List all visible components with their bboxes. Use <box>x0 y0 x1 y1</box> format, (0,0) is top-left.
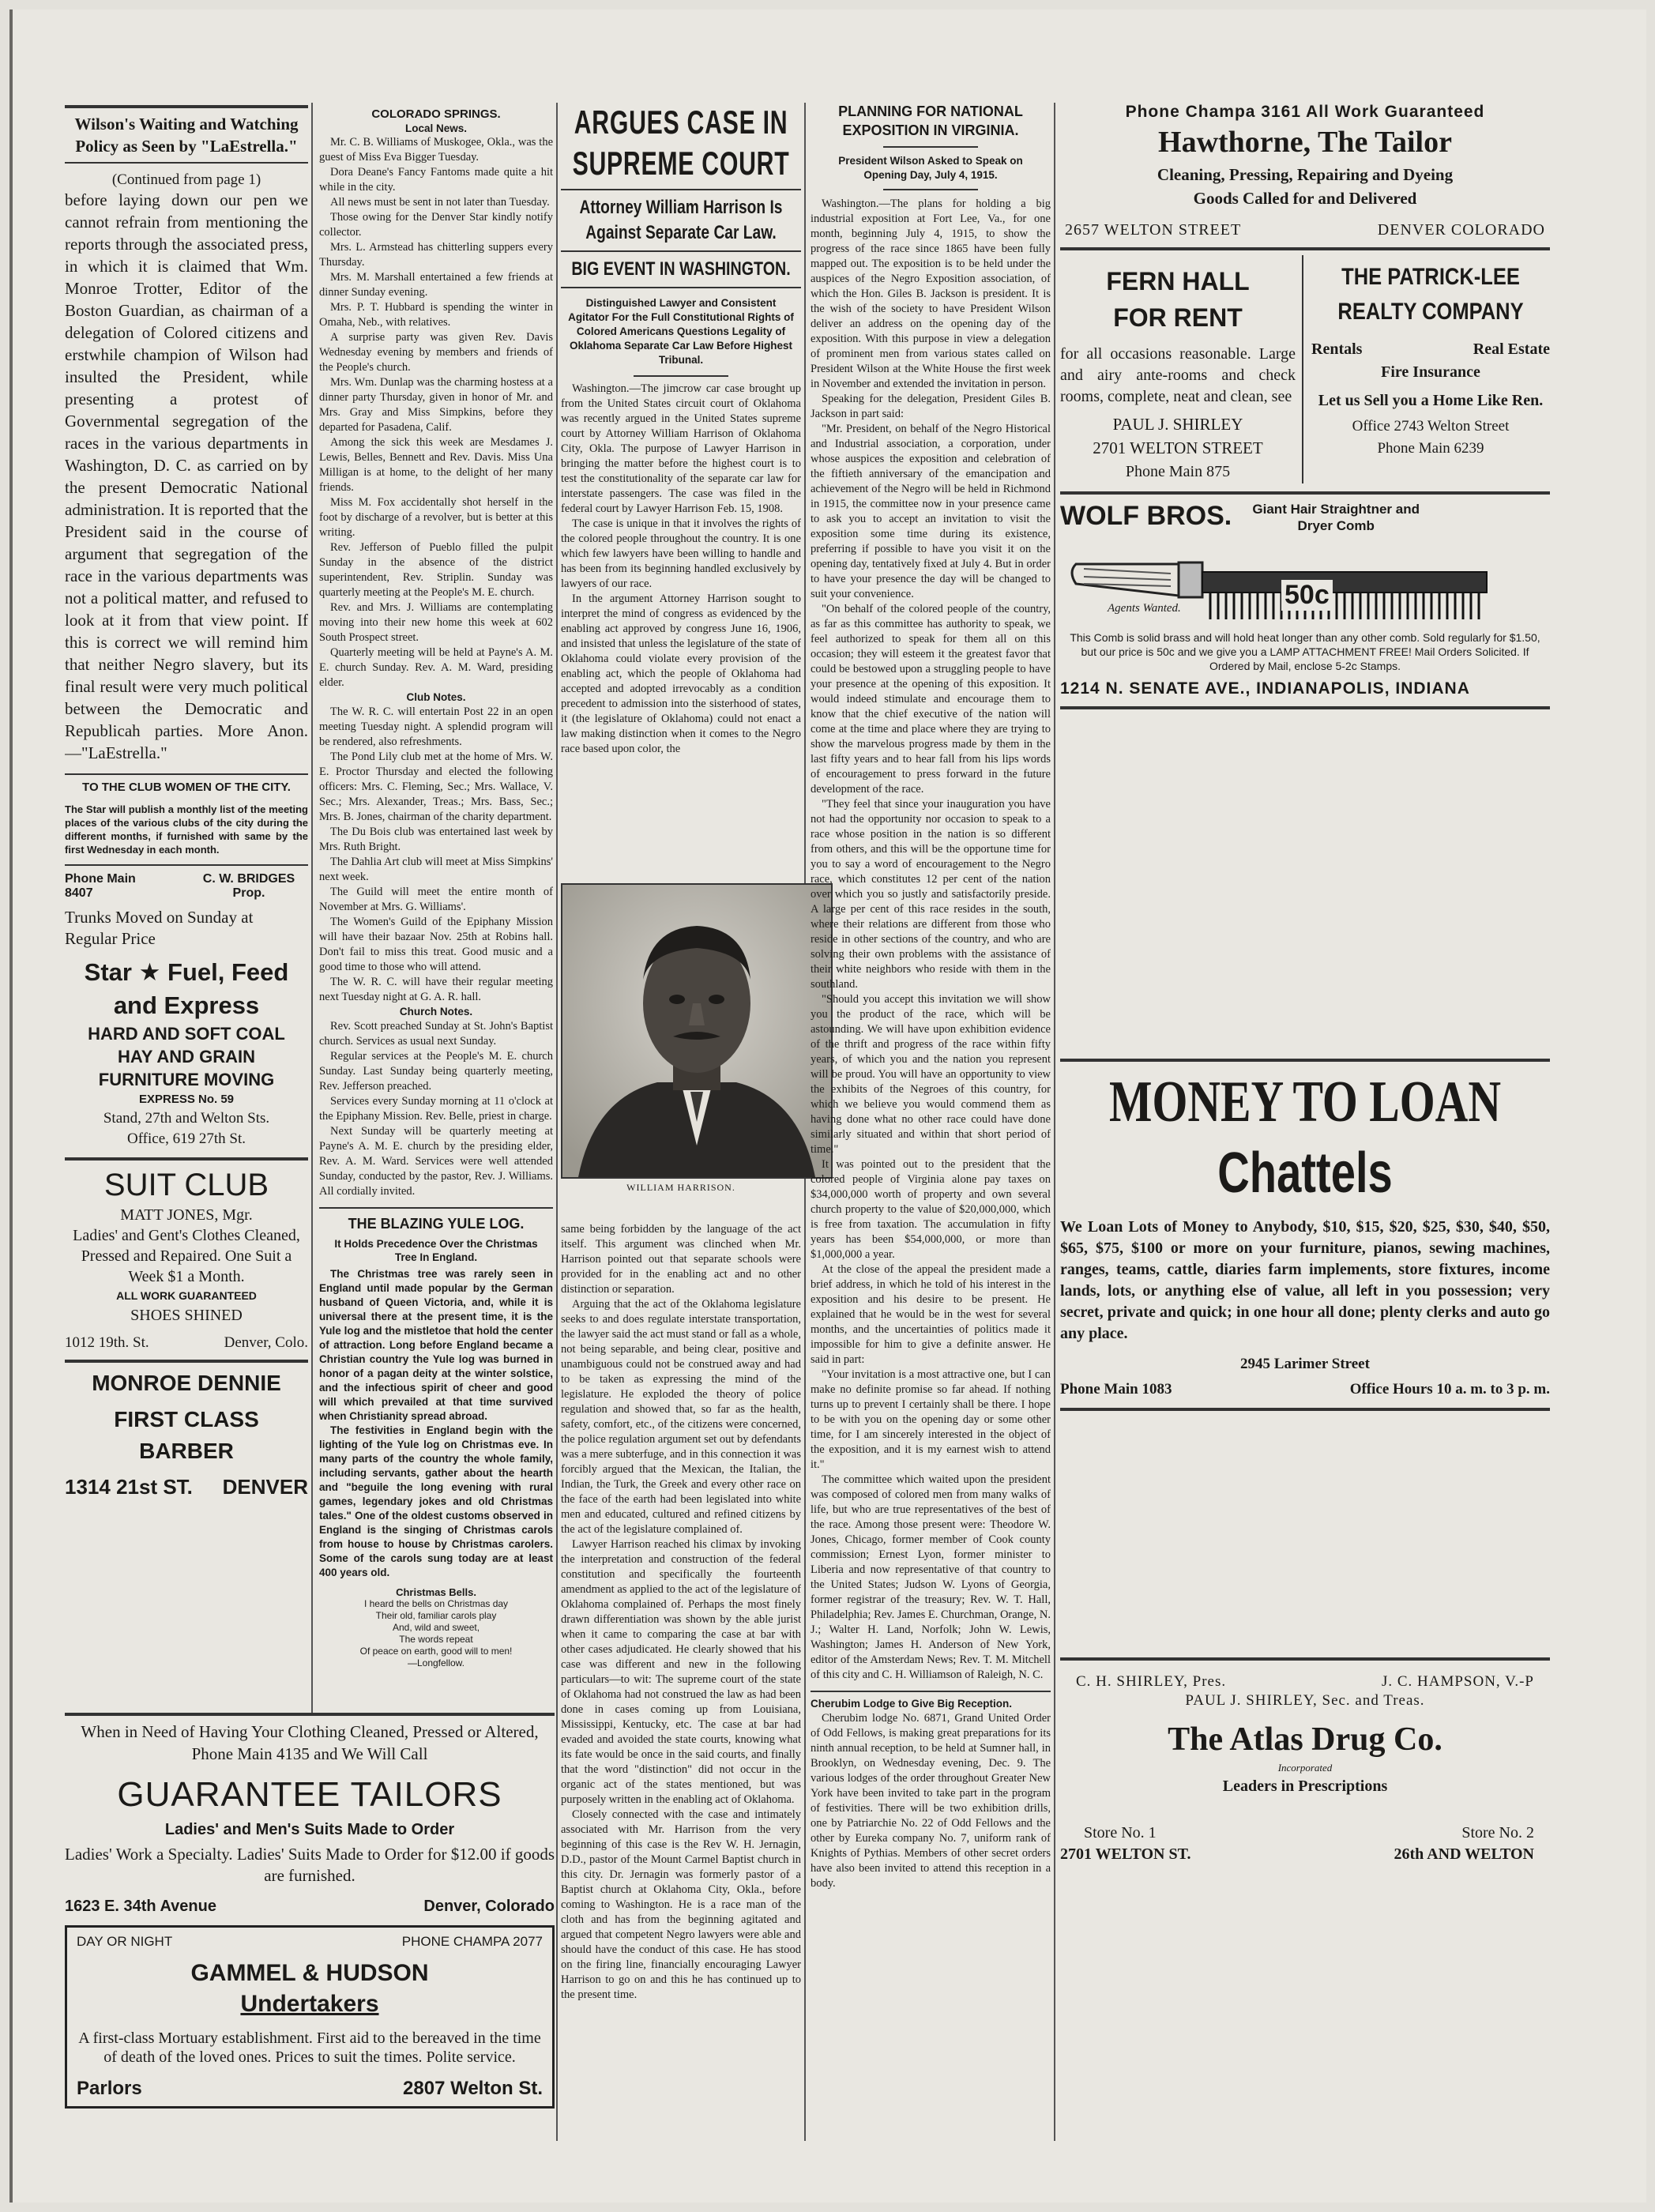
divider <box>65 864 308 866</box>
christmas-bells-poem: I heard the bells on Christmas day Their old, familiar carols play And, wild and sweet, The words repeat Of peace on earth, good will to men! —Longfellow. <box>359 1598 513 1668</box>
news-item: Mrs. L. Armstead has chitterling suppers every Thursday. <box>319 241 553 269</box>
atlas-vice-president: J. C. HAMPSON, V.-P <box>1381 1673 1534 1690</box>
news-item: Mrs. M. Marshall entertained a few friends at dinner Sunday evening. <box>319 271 553 299</box>
divider <box>811 1691 1051 1692</box>
divider <box>1060 1059 1550 1062</box>
hard-soft-coal: HARD AND SOFT COAL <box>88 1024 285 1044</box>
wilson-body: before laying down our pen we cannot refrain from mentioning the reports through the associated press, in which it is claimed that Wm. Monroe Trotter, Editor of the Boston Guardian, as chairman of a delegation of Colored citizens and erstwhile champion of Wilson had insulted the President, while presenting a protest of Governmental segregation of the races in the various departments in Washington, D. C. as carried on by the present Democratic National administration. It is reported that the President said in the course of argument that segregation of the race in the various departments was not a political matter, and refused to look at it from that view point. If this is correct we will remind him that neither Negro slavery, but its final result were very much political between the Democratic and Republicah parties. More Anon.—"LaEstrella." <box>65 190 308 762</box>
patrick-lee-title: THE PATRICK-LEE REALTY COMPANY <box>1337 264 1524 325</box>
harrison-portrait <box>561 883 833 1179</box>
cherubim-body <box>811 1711 1051 1891</box>
hawthorne-phone: Phone Champa 3161 All Work Guaranteed <box>1125 103 1485 121</box>
news-item: The W. R. C. will have their regular meeting next Tuesday night at G. A. R. hall. <box>319 976 553 1003</box>
news-item: Dora Deane's Fancy Fantoms made quite a hit while in the city. <box>319 166 553 194</box>
news-item: Regular services at the People's M. E. church Sunday. Last Sunday being quarterly meeting, Rev. Jefferson preached. <box>319 1050 553 1093</box>
atlas-name: The Atlas Drug Co. <box>1168 1721 1442 1758</box>
suit-club-city: Denver, Colo. <box>224 1334 308 1351</box>
furniture-moving: FURNITURE MOVING <box>98 1070 275 1089</box>
gammel-name: GAMMEL & HUDSON <box>190 1960 429 1986</box>
article-paragraph: Washington.—The plans for holding a big industrial exposition at Fort Lee, Va., for one month, beginning July 4, 1915, to show the progress of the race since 1865 have been fully mapped out. The exposition is to be held under the auspices of the Negro Exposition association, of which the Hon. Giles B. Jackson is president. It is the wish of the society to have President Wilson deliver an address on the opening day of the exposition. With this purpose in view a delegation of prominent men from various states called on President Wilson at the White House the first week in November and extended the invitation in person. <box>811 198 1051 390</box>
news-item: Those owing for the Denver Star kindly notify collector. <box>319 211 553 239</box>
wolf-body: This Comb is solid brass and will hold heat longer than any other comb. Sold regularly for $1.50, but our price is 50c and we give you a LAMP ATTACHMENT FREE! Mail Orders Solicited. If Ordered by Mail, enclose 5-2c Stamps. <box>1070 631 1540 672</box>
wolf-price: 50c <box>1281 580 1333 611</box>
christmas-bells-title: Christmas Bells. <box>396 1586 476 1598</box>
news-item: Mr. C. B. Williams of Muskogee, Okla., was the guest of Miss Eva Bigger Tuesday. <box>319 136 553 164</box>
patrick-fire: Fire Insurance <box>1381 363 1480 381</box>
news-item: Miss M. Fox accidentally shot herself in the foot by discharge of a revolver, but is better at this writing. <box>319 496 553 539</box>
club-women-body: The Star will publish a monthly list of the meeting places of the various clubs of the city during the different months, if furnished with same by the first Wednesday in each month. <box>65 803 308 856</box>
guarantee-tailors-title: GUARANTEE TAILORS <box>117 1775 502 1814</box>
divider <box>634 375 728 377</box>
divider <box>1060 247 1550 250</box>
divider <box>65 1360 308 1363</box>
fern-patrick-row <box>1060 255 1550 483</box>
portrait-image <box>562 885 831 1177</box>
fern-hall-title: FERN HALL FOR RENT <box>1106 267 1250 332</box>
patrick-real-estate: Real Estate <box>1473 340 1550 358</box>
fern-hall-address: 2701 WELTON STREET <box>1093 438 1263 457</box>
harrison-continuation <box>561 1222 801 2139</box>
news-item: Rev. Jefferson of Pueblo filled the pulpit Sunday in the absence of the district superintendent, Rev. Striplin. Sunday was quarterly meeting at the People's M. E. church. <box>319 541 553 599</box>
bridges-phone: Phone Main 8407 <box>65 872 136 900</box>
news-item: Next Sunday will be quarterly meeting at Payne's A. M. E. church by the presiding elder, Rev. A. M. Ward. Services were well attended Sunday, conducted by the pastor, Rev. J. Williams. All cordially invited. <box>319 1125 553 1198</box>
express-number: EXPRESS No. 59 <box>138 1093 235 1106</box>
blank-space <box>1060 714 1550 1054</box>
article-paragraph: In the argument Attorney Harrison sought to interpret the mind of congress as evidenced by the enabling act approved by congress June 16, 1906, and insisted that unless the legislature of the state of Oklahoma could violate every provision of the enabling act, which the people of Oklahoma had accepted and adopted irrevocably as a condition precedent to admission into the sisterhood of states, it (the legislature of Oklahoma) could not enact a law making distinction when it comes to the Negro race based upon color, the <box>561 592 801 755</box>
column-rule <box>556 103 558 2141</box>
column-4 <box>811 100 1051 2139</box>
divider <box>561 287 801 288</box>
column-1 <box>65 100 308 1712</box>
harrison-deck: Attorney William Harrison Is Against Separate Car Law. <box>579 197 783 243</box>
divider <box>1060 1657 1550 1661</box>
office-address: Office, 619 27th St. <box>126 1130 246 1147</box>
news-item: The festivities in England begin with the lighting of the Yule log on Christmas eve. In many parts of the country the whole family, including servants, gather about the hearth and "beguile the long evening with rural games, legendary jokes and old Christmas tales." One of the oldest customs observed in England is the singing of Christmas carols from house to house by Christmas carolers. Some of the carols sung today are at least 400 years old. <box>319 1424 553 1578</box>
article-paragraph: Cherubim lodge No. 6871, Grand United Order of Odd Fellows, is making great preparations for its ninth annual reception, to be held at Sumner hall, in Brooklyn, on Wednesday evening, Dec. 9. The various lodges of the order throughout Greater New York have been invited to take part in the program of festivities. There will be two exhibition drills, one by Patriarchie No. 22 of Odd Fellows and the other by Eureka company No. 7, uniform rank of Knights of Pythias. Members of other secret orders have also been invited to attend this reception in a body. <box>811 1712 1051 1890</box>
hawthorne-services: Cleaning, Pressing, Repairing and Dyeing <box>1157 165 1454 184</box>
money-address: 2945 Larimer Street <box>1240 1356 1370 1372</box>
fern-hall-ad <box>1060 255 1303 483</box>
gammel-hudson-ad <box>65 1925 555 2109</box>
guarantee-body: Ladies' Work a Specialty. Ladies' Suits Made to Order for $12.00 if goods are furnished. <box>65 1845 555 1885</box>
wolf-bros-product: Giant Hair Straightner and Dryer Comb <box>1252 502 1420 533</box>
guarantee-city: Denver, Colorado <box>423 1898 555 1915</box>
comb-illustration <box>1060 540 1550 627</box>
atlas-leaders: Leaders in Prescriptions <box>1222 1778 1388 1795</box>
divider <box>65 773 308 775</box>
money-hours: Office Hours 10 a. m. to 3 p. m. <box>1349 1381 1550 1398</box>
colorado-springs-news <box>319 135 553 690</box>
club-notes-subhead: Club Notes. <box>406 691 466 703</box>
patrick-phone: Phone Main 6239 <box>1377 440 1484 457</box>
news-item: The Women's Guild of the Epiphany Mission will have their bazaar Nov. 25th at Robins hall. Don't fail to miss this treat. Good music and a good time to those who will attend. <box>319 916 553 973</box>
article-paragraph: Arguing that the act of the Oklahoma legislature seeks to and does regulate interstate transportation, the lawyer said the act must stand or fall as a whole, not being separable, and being clear, positive and unambiguous could not be construed away and had to be taken as expressing the mind of the legislature. He exploded the theory of police regulation and showed that, so far as the health, safety, comfort, etc., of the citizens were concerned, the police regulation argument set out by defendants was a mere subterfuge, and in this connection it was forcibly argued that the Mexican, the Italian, the Indian, the Turk, the Greek and every other race on the face of the earth had been legislated into white men and educated, cultured and refined citizens by the act of the legislature complained of. <box>561 1298 801 1536</box>
harrison-article <box>561 382 801 757</box>
column-5 <box>1060 103 1550 2125</box>
news-item: A surprise party was given Rev. Davis Wednesday evening by members and friends of the People's church. <box>319 331 553 374</box>
divider <box>883 189 978 190</box>
blank-space <box>1060 1416 1550 1653</box>
shoes-shined: SHOES SHINED <box>130 1307 243 1324</box>
wilson-headline: Wilson's Waiting and Watching Policy as Seen by "LaEstrella." <box>74 115 299 156</box>
hawthorne-address: 2657 WELTON STREET <box>1065 221 1242 239</box>
fern-hall-body: for all occasions reasonable. Large and airy ante-rooms and check rooms, complete, neat and clean, see <box>1060 345 1296 405</box>
news-item: The Dahlia Art club will meet at Miss Simpkins' next week. <box>319 856 553 883</box>
article-paragraph: It was pointed out to the president that the colored people of Virginia alone pay taxes on $34,000,000 worth of property and own several church property to the value of $20,000,000, which is free from taxation. The accumulation in fifty years has been $54,000,000, or more than $1,000,000 a year. <box>811 1158 1051 1261</box>
divider <box>561 250 801 252</box>
harrison-continuation-body <box>561 1222 801 2003</box>
column-rule <box>311 103 313 1714</box>
chattels-title: Chattels <box>1217 1142 1393 1205</box>
gammel-phone: PHONE CHAMPA 2077 <box>401 1934 543 1949</box>
patrick-sell: Let us Sell you a Home Like Ren. <box>1318 392 1544 409</box>
bridges-name: C. W. BRIDGES Prop. <box>202 872 295 900</box>
portrait-caption: WILLIAM HARRISON. <box>626 1182 735 1193</box>
church-notes-subhead: Church Notes. <box>399 1006 473 1018</box>
hawthorne-city: DENVER COLORADO <box>1377 221 1545 239</box>
suit-club-title: SUIT CLUB <box>103 1168 269 1202</box>
harrison-photo-block <box>561 878 801 1194</box>
club-notes <box>319 705 553 1005</box>
divider <box>561 189 801 190</box>
gammel-body: A first-class Mortuary establishment. First aid to the bereaved in the time of death of the loved ones. Prices to suit the times. Polite service. <box>78 2030 541 2066</box>
atlas-store-2-address: 26th AND WELTON <box>1394 1845 1534 1863</box>
divider <box>1060 1408 1550 1411</box>
atlas-store-2: Store No. 2 <box>1461 1824 1534 1841</box>
barber-city: DENVER <box>222 1475 308 1499</box>
money-phone: Phone Main 1083 <box>1060 1381 1172 1398</box>
guarantee-address: 1623 E. 34th Avenue <box>65 1898 216 1915</box>
barber-address: 1314 21st ST. <box>65 1475 193 1499</box>
patrick-rentals: Rentals <box>1311 340 1363 358</box>
article-paragraph: Lawyer Harrison reached his climax by invoking the interpretation and construction of the federal constitution and specifically the fourteenth amendment as applied to the act of the legislature of Oklahoma complained of. Perhaps the most finely drawn differentiation was shown by the able jurist when it came to comparing the case at bar with other cases adjudicated. He clearly showed that his case was different and new in the following particulars—to wit: The supreme court of the state of Oklahoma had not construed the law as had been done in cases coming up from Louisiana, Mississippi, Kentucky, etc. The case at bar had evaded and avoided the state courts, knowing what its fate would be once in the said courts, and finally that the word "distinction" did not occur in the organic act of the states mentioned, but was purposely written in the enabling act of Oklahoma. <box>561 1538 801 1806</box>
cherubim-title: Cherubim Lodge to Give Big Reception. <box>811 1698 1013 1710</box>
news-item: The W. R. C. will entertain Post 22 in an open meeting Tuesday night. A splendid program will be rendered, also refreshments. <box>319 705 553 748</box>
first-class-barber: FIRST CLASS BARBER <box>114 1407 259 1463</box>
article-paragraph: "Your invitation is a most attractive one, but I can make no definite promise so far ahead. If nothing turns up to prevent I certainly shall be there. I hope to be with you on the opening day or some other time, for I am sincerely interested in the object of the exposition, and it is my earnest wish to attend it." <box>811 1368 1051 1471</box>
guarantee-sub: Ladies' and Men's Suits Made to Order <box>164 1821 455 1838</box>
article-paragraph: "On behalf of the colored people of the country, as far as this committee has authority to speak, we feel authorized to speak for them all on this occasion; they will esteem it the greatest favor that could be bestowed upon a struggling people to have your presence at the opening of this exposition. It would indeed stimulate and encourage them to know that the chief executive of the nation will come at the time and place where they are trying to show the marvelous progress made by them in the last fifty years and to hear fall from his lips words of encouragement to press forward in the future development of the race. <box>811 603 1051 796</box>
wolf-address: 1214 N. SENATE AVE., INDIANAPOLIS, INDIANA <box>1060 679 1470 698</box>
all-work-guaranteed: ALL WORK GUARANTEED <box>116 1289 257 1302</box>
exposition-deck: President Wilson Asked to Speak on Opening Day, July 4, 1915. <box>838 155 1023 181</box>
article-paragraph: The case is unique in that it involves the rights of the colored people throughout the country. It is one which few lawyers have been willing to handle and has been from its beginning handled exclusively by lawyers of our race. <box>561 517 801 590</box>
news-item: Among the sick this week are Mesdames J. Lewis, Belles, Bennett and Rev. Davis. Miss Una Milligan is at home, to the delight of her many friends. <box>319 436 553 494</box>
stand-address: Stand, 27th and Welton Sts. <box>103 1110 270 1127</box>
news-item: Mrs. Wm. Dunlap was the charming hostess at a dinner party Thursday, given in honor of Mr. and Mrs. Gray and Miss Simpkins, before they departed for Pasadena, Calif. <box>319 376 553 434</box>
newspaper-page <box>9 9 1646 2203</box>
divider <box>65 105 308 108</box>
suit-club-body: Ladies' and Gent's Clothes Cleaned, Pressed and Repaired. One Suit a Week $1 a Month. <box>73 1227 300 1285</box>
hawthorne-name: Hawthorne, The Tailor <box>1158 126 1452 159</box>
fern-hall-phone: Phone Main 875 <box>1125 463 1231 480</box>
bottom-left-ads <box>65 1708 555 2109</box>
club-women-title: TO THE CLUB WOMEN OF THE CITY. <box>82 781 291 794</box>
wolf-bros-ad <box>1060 501 1550 698</box>
yule-log-title: THE BLAZING YULE LOG. <box>348 1216 525 1232</box>
news-item: Mrs. P. T. Hubbard is spending the winter in Omaha, Neb., with relatives. <box>319 301 553 329</box>
lawyer-deck: Distinguished Lawyer and Consistent Agitator For the Full Constitutional Rights of Colored Americans Questions Legality of Oklahoma Separate Car Law Before Highest Tribunal. <box>568 297 794 366</box>
news-item: The Guild will meet the entire month of November at Mrs. G. Williams'. <box>319 886 553 913</box>
gammel-undertakers: Undertakers <box>240 1991 379 2017</box>
article-paragraph: "Mr. President, on behalf of the Negro Historical and Industrial association, a corporation, under whose auspices the exposition and celebration of the fiftieth anniversary of the emancipation and achievement of the Negro will be held in Richmond in 1915, the committee now in your presence came to ask you to accept an invitation to visit the exposition some time during its existence, preferring if possible to have you visit it on the opening day, tentatively fixed at July 4. But in order to have your presence the day will be changed to suit your convenience. <box>811 423 1051 600</box>
divider <box>1060 491 1550 495</box>
suit-club-address: 1012 19th. St. <box>65 1334 149 1351</box>
news-item: Quarterly meeting will be held at Payne's A. M. E. church Sunday. Rev. A. M. Ward, presiding elder. <box>319 646 553 689</box>
article-paragraph: same being forbidden by the language of the act itself. This argument was clinched when Mr. Harrison pointed out that separate schools were provided for in the enabling act and no other distinction or separation. <box>561 1223 801 1296</box>
wolf-agents: Agents Wanted. <box>1108 602 1181 615</box>
local-news-subhead: Local News. <box>404 122 468 134</box>
monroe-dennie: MONROE DENNIE <box>92 1371 281 1395</box>
suit-club-manager: MATT JONES, Mgr. <box>120 1206 253 1224</box>
atlas-incorporated: Incorporated <box>1277 1762 1333 1774</box>
atlas-store-1-address: 2701 WELTON ST. <box>1060 1845 1191 1863</box>
article-paragraph: Washington.—The jimcrow car case brought up from the United States circuit court of Oklahoma was recently argued in the United States supreme court by Attorney William Harrison of Oklahoma City, Okla. The purpose of Lawyer Harrison in bringing the matter before the highest court is to test the constitutionality of the separate car law for interstate passengers. The case was filed in the federal court by Lawyer Harrison Feb. 15, 1908. <box>561 382 801 515</box>
article-paragraph: The committee which waited upon the president was composed of colored men from many walks of life, but who are true representatives of the best of the race. Among those present were: Theodore W. Jones, Chicago, former member of Cook county commission; Ernest Lyon, former minister to Liberia and now representative of that country to the United States; Judson W. Lyons of Georgia, former registrar of the treasury; Rev. W. T. Hall, Philadelphia; Rev. James E. Churchman, Orange, N. J.; Walter H. Land, Norfolk; John W. Lewis, Washington; James H. Anderson of New York, editor of the Amsterdam News; Rev. T. M. Mitchell of this city and C. H. Williamson of Raleigh, N. C. <box>811 1473 1051 1681</box>
clothing-notice: When in Need of Having Your Clothing Cleaned, Pressed or Altered, Phone Main 4135 and We Will Call <box>81 1722 539 1763</box>
gammel-parlors: Parlors <box>77 2078 142 2099</box>
news-item: All news must be sent in not later than Tuesday. <box>330 196 550 209</box>
colorado-springs-title: COLORADO SPRINGS. <box>371 107 501 121</box>
money-to-loan-title: MONEY TO LOAN <box>1108 1070 1502 1134</box>
news-item: The Christmas tree was rarely seen in England until made popular by the German husband of Queen Victoria, and, while it is universal there at the present time, it is the Yule log and the mistletoe that hold the center of attraction. Long before England became a Christian country the Yule log was burned in honor of a pagan deity at the winter solstice, and the infectious spirit of cheer and good will which prevailed at that time survived when Christianity spread abroad. <box>319 1268 553 1422</box>
divider <box>1060 706 1550 709</box>
article-paragraph: At the close of the appeal the president made a brief address, in which he told of his interest in the exposition and his desire to be present. He explained that he would be in the west for several months, and the uncertainties of politics made it impossible for him to give a definite answer. He said in part: <box>811 1263 1051 1366</box>
news-item: Services every Sunday morning at 11 o'clock at the Epiphany Mission. Rev. Belle, priest in charge. <box>319 1095 553 1123</box>
bridges-trunks: Trunks Moved on Sunday at Regular Price <box>65 908 254 948</box>
divider <box>319 1207 553 1209</box>
gammel-hours: DAY OR NIGHT <box>77 1934 173 1949</box>
divider <box>883 146 978 148</box>
divider <box>65 162 308 164</box>
divider <box>65 1713 555 1716</box>
article-paragraph: "Should you accept this invitation we will show you the product of the race, which will be astounding. We will have upon exhibition evidence of the thrift and progress of the race within fifty years, of which you and the nation you represent will be proud. You will have an opportunity to view the exhibits of the Negroes of this country, for which we believe you would commend them as having done what no other race could have done similarly situated and within that short period of time." <box>811 993 1051 1156</box>
news-item: The Pond Lily club met at the home of Mrs. W. E. Proctor Thursday and elected the following officers: Mrs. C. Fleming, Sec.; Mrs. Wallace, V. Sec.; Mrs. Alexander, Treas.; Mrs. Bass, Sec.; Mrs. B. Jones, chairman of the charity department. <box>319 750 553 823</box>
exposition-article <box>811 197 1051 1683</box>
article-paragraph: "They feel that since your inauguration you have not had the opportunity nor occasion to speak to a race whose position in the nation is so different from others, and this will be the opportune time for you to say a word of encouragement to the Negro race, which constitutes 12 per cent of the nation over which you so justly and satisfactorily preside. A large per cent of this race resides in the south, where their relations are different from those who reside in other sections of the country, and who are solving their own problems with the assistance of their white neighbors who reside with them in the southland. <box>811 798 1051 991</box>
news-item: The Du Bois club was entertained last week by Mrs. Ruth Bright. <box>319 826 553 853</box>
church-notes <box>319 1019 553 1199</box>
wolf-bros-name: WOLF BROS. <box>1060 501 1232 531</box>
star-fuel: Star ★ Fuel, Feed and Express <box>84 958 289 1019</box>
atlas-secretary: PAUL J. SHIRLEY, Sec. and Treas. <box>1185 1692 1425 1709</box>
article-paragraph: Speaking for the delegation, President Giles B. Jackson in part said: <box>811 393 1051 420</box>
news-item: Rev. Scott preached Sunday at St. John's Baptist church. Services as usual next Sunday. <box>319 1020 553 1048</box>
column-rule <box>1054 103 1055 2141</box>
yule-log-deck: It Holds Precedence Over the Christmas Tree In England. <box>334 1238 538 1263</box>
exposition-headline: PLANNING FOR NATIONAL EXPOSITION IN VIRGINIA. <box>838 103 1023 138</box>
argues-case-headline: ARGUES CASE IN SUPREME COURT <box>572 103 790 182</box>
divider <box>65 1157 308 1161</box>
news-item: Rev. and Mrs. J. Williams are contemplating moving into their new home this week at 602 South Prospect street. <box>319 601 553 644</box>
fern-hall-contact: PAUL J. SHIRLEY <box>1112 415 1243 434</box>
patrick-lee-ad <box>1303 255 1550 483</box>
atlas-store-1: Store No. 1 <box>1084 1824 1157 1841</box>
hawthorne-delivery: Goods Called for and Delivered <box>1193 189 1417 208</box>
hay-grain: HAY AND GRAIN <box>118 1047 255 1066</box>
money-body: We Loan Lots of Money to Anybody, $10, $15, $20, $25, $30, $40, $50, $65, $75, $100 or more on your furniture, pianos, sewing machines, ranges, teams, cattle, diaries farm implements, store fixtures, income lands, lots, or anything else of value, all left in you possession; very secret, private and quick; in one hour all done; plenty clerks and auto go any place. <box>1060 1218 1550 1342</box>
atlas-president: C. H. SHIRLEY, Pres. <box>1076 1673 1227 1690</box>
column-2 <box>319 100 553 1712</box>
yule-log-body <box>319 1267 553 1580</box>
gammel-address: 2807 Welton St. <box>403 2078 543 2099</box>
patrick-office: Office 2743 Welton Street <box>1352 418 1510 434</box>
big-event-deck: BIG EVENT IN WASHINGTON. <box>571 258 791 280</box>
continued-note: (Continued from page 1) <box>111 171 261 188</box>
article-paragraph: Closely connected with the case and intimately associated with Mr. Harrison from the very beginning of this case is the Rev W. H. Jernagin, D.D., pastor of the Mount Carmel Baptist church in this city. Dr. Jernagin was formerly pastor of a Baptist church at Oklahoma City, Okla., before coming to Washington. He is a race man of the cloth and has from the beginning agitated and argued that competent Negro lawyers were able and should have the conduct of this case. He has stood on the firing line, financially encouraging Lawyer Harrison to go on and this he has continued up to the present time. <box>561 1808 801 2001</box>
